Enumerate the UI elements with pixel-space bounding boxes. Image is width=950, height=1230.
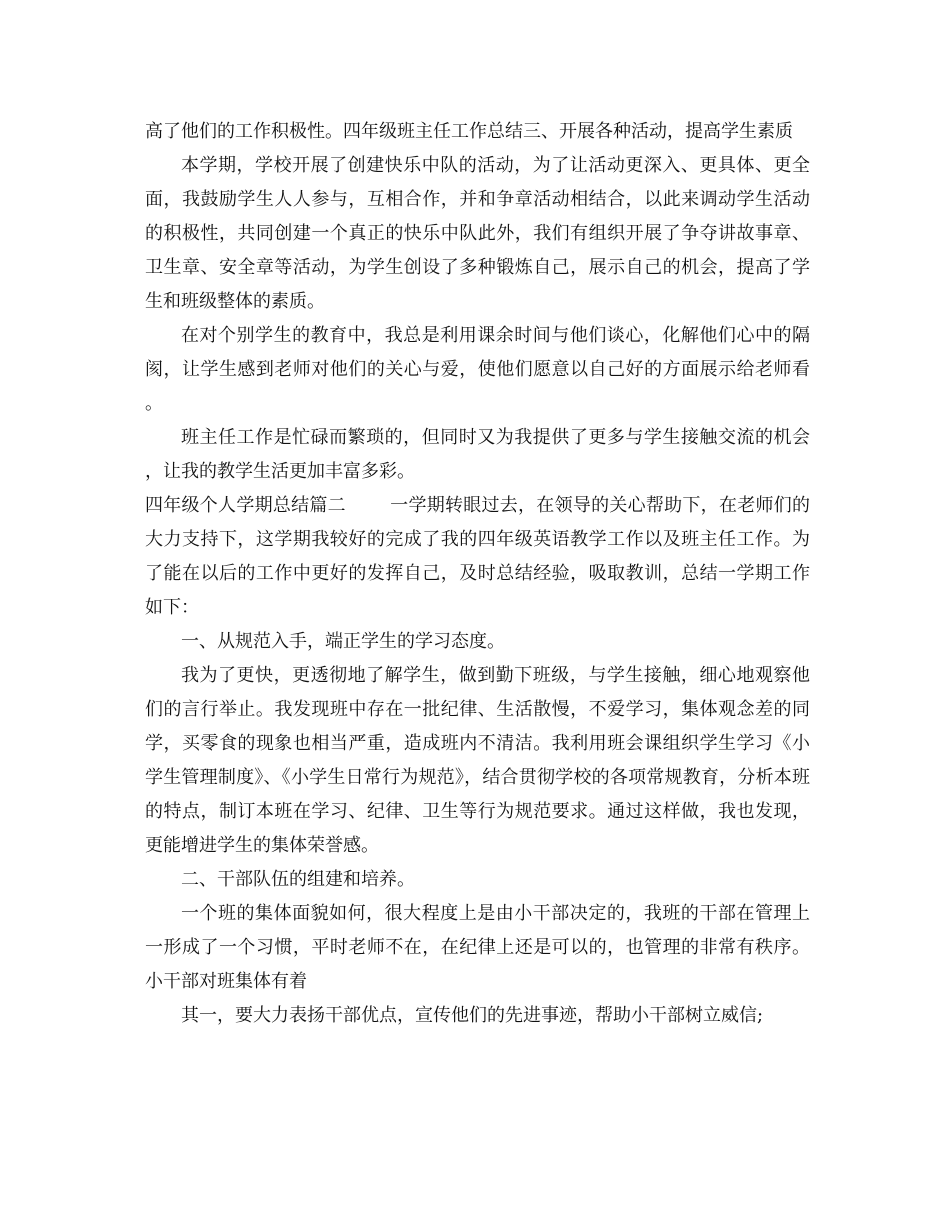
paragraph-continuation: 高了他们的工作积极性。四年级班主任工作总结三、开展各种活动，提高学生素质 [145,121,793,142]
paragraph-conclusion: 班主任工作是忙碌而繁琐的，但同时又为我提供了更多与学生接触交流的机会，让我的教学生活更加丰富多彩。 [145,427,810,482]
subheading-norms: 一、从规范入手，端正学生的学习态度。 [181,631,505,652]
paragraph-cadres: 一个班的集体面貌如何，很大程度上是由小干部决定的，我班的干部在管理上一形成了一个习惯，平时老师不在，在纪律上还是可以的，也管理的非常有秩序。小干部对班集体有着 [145,903,810,992]
subheading-cadres: 二、干部队伍的组建和培养。 [181,869,415,890]
paragraph-norms: 我为了更快，更透彻地了解学生，做到勤下班级，与学生接触，细心地观察他们的言行举止。我发现班中存在一批纪律、生活散慢，不爱学习，集体观念差的同学，买零食的现象也相当严重，造成班内不清洁。我利用班会课组织学生学习《小学生管理制度》、《小学生日常行为规范》，结合贯彻学校的各项常规教育，分析本班的特点，制订本班在学习、纪律、卫生等行为规范要求。通过这样做，我也发现，更能增进学生的集体荣誉感。 [145,665,810,856]
paragraph-activities: 本学期，学校开展了创建快乐中队的活动，为了让活动更深入、更具体、更全面，我鼓励学生人人参与，互相合作，并和争章活动相结合，以此来调动学生活动的积极性，共同创建一个真正的快乐中队此外，我们有组织开展了争夺讲故事章、卫生章、安全章等活动，为学生创设了多种锻炼自己，展示自己的机会，提高了学生和班级整体的素质。 [145,155,810,312]
section-two-paragraph [145,489,810,625]
section-heading: 四年级个人学期总结篇二 [145,495,346,516]
paragraph-first-point: 其一，要大力表扬干部优点，宣传他们的先进事迹，帮助小干部树立威信; [181,1005,764,1026]
section-intro: 一学期转眼过去，在领导的关心帮助下，在老师们的大力支持下，这学期我较好的完成了我的四年级英语教学工作以及班主任工作。为了能在以后的工作中更好的发挥自己，及时总结经验，吸取教训，总结一学期工作如下： [145,495,811,618]
paragraph-individual-education: 在对个别学生的教育中，我总是利用课余时间与他们谈心，化解他们心中的隔阂，让学生感到老师对他们的关心与爱，使他们愿意以自己好的方面展示给老师看。 [145,325,810,414]
document-body [145,115,810,1033]
